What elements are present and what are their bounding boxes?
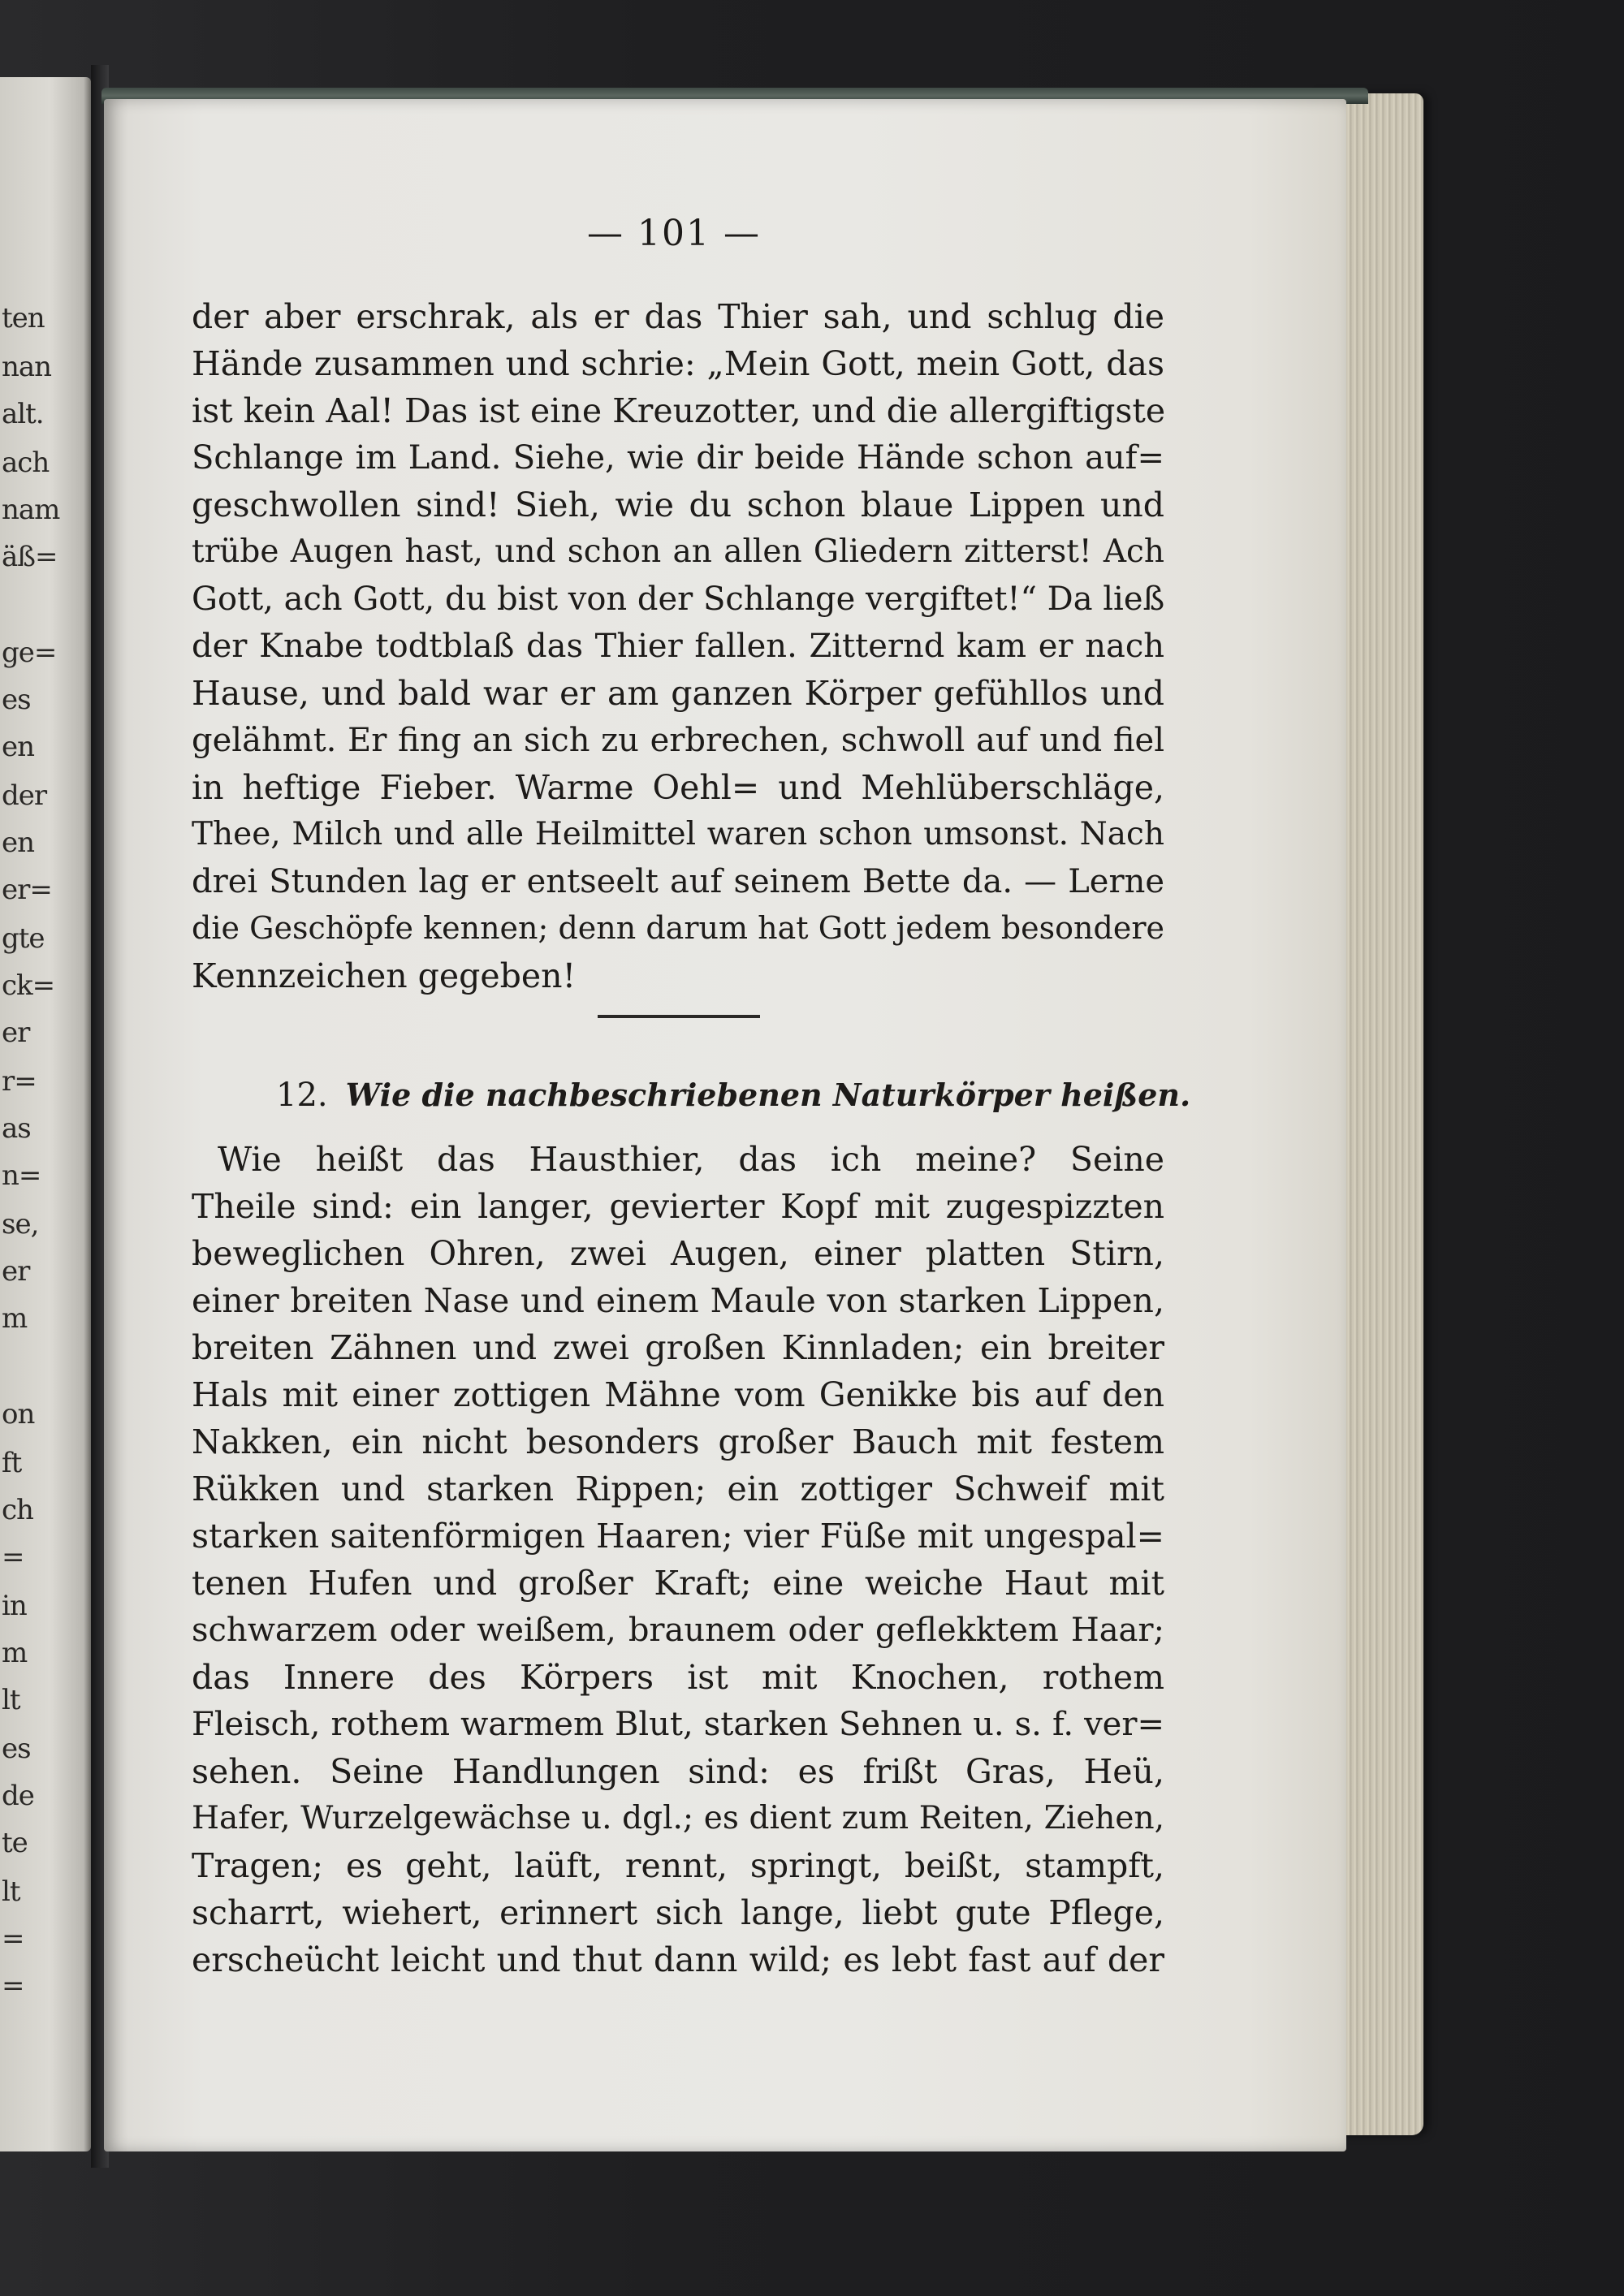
text-line: Kennzeichen gegeben! xyxy=(192,956,577,995)
text-line: erscheücht leicht und thut dann wild; es lebt fast auf der xyxy=(192,1940,1164,1979)
text-line: Schlange im Land. Siehe, wie dir beide Hände schon auf= xyxy=(192,439,1164,477)
text-line: der Knabe todtblaß das Thier fallen. Zitternd kam er nach xyxy=(192,628,1164,665)
text-line: Hafer, Wurzelgewächse u. dgl.; es dient zum Reiten, Ziehen, xyxy=(192,1800,1164,1836)
left-fragment: ch xyxy=(2,1494,33,1526)
left-fragment: ach xyxy=(2,447,50,479)
left-fragment: ck= xyxy=(2,969,55,1002)
left-fragment: nan xyxy=(2,351,52,383)
text-line: die Geschöpfe kennen; denn darum hat Gott jedem besondere xyxy=(192,910,1164,946)
left-fragment: ft xyxy=(2,1447,22,1479)
text-line: Wie heißt das Hausthier, das ich meine? Seine xyxy=(218,1140,1164,1179)
text-line: Fleisch, rothem warmem Blut, starken Sehnen u. s. f. ver= xyxy=(192,1706,1164,1743)
left-fragment: te xyxy=(2,1827,28,1859)
text-line: Tragen; es geht, laüft, rennt, springt, beißt, stampft, xyxy=(192,1846,1164,1885)
left-fragment: ge= xyxy=(2,637,57,669)
text-line: scharrt, wiehert, erinnert sich lange, liebt gute Pflege, xyxy=(192,1893,1164,1932)
section-heading xyxy=(276,1077,1190,1114)
text-line: drei Stunden lag er entseelt auf seinem Bette da. — Lerne xyxy=(192,863,1164,900)
left-fragment: der xyxy=(2,779,47,812)
section-separator-rule xyxy=(598,1015,760,1018)
left-fragment: er xyxy=(2,1255,30,1288)
text-line: Thee, Milch und alle Heilmittel waren schon umsonst. Nach xyxy=(192,816,1164,852)
text-line: trübe Augen hast, und schon an allen Gliedern zitterst! Ach xyxy=(192,533,1164,570)
text-line: Rükken und starken Rippen; ein zottiger Schweif mit xyxy=(192,1470,1164,1508)
left-fragment: on xyxy=(2,1398,35,1431)
left-fragment: = xyxy=(2,1541,24,1573)
text-line: tenen Hufen und großer Kraft; eine weiche Haut mit xyxy=(192,1564,1164,1603)
left-fragment: r= xyxy=(2,1065,37,1098)
left-fragment: es xyxy=(2,1733,31,1765)
text-line: einer breiten Nase und einem Maule von starken Lippen, xyxy=(192,1281,1164,1320)
left-fragment: = xyxy=(2,1970,24,2002)
text-line: Gott, ach Gott, du bist von der Schlange vergiftet!“ Da ließ xyxy=(192,580,1165,618)
text-line: Nakken, ein nicht besonders großer Bauch mit festem xyxy=(192,1422,1164,1461)
left-fragment: en xyxy=(2,731,35,763)
text-line: das Innere des Körpers ist mit Knochen, rothem xyxy=(192,1658,1164,1697)
text-line: ist kein Aal! Das ist eine Kreuzotter, und die allergiftigste xyxy=(192,391,1166,430)
left-fragment: lt xyxy=(2,1684,20,1716)
text-line: breiten Zähnen und zwei großen Kinnladen; ein breiter xyxy=(192,1328,1164,1367)
text-line: Theile sind: ein langer, gevierter Kopf mit zugespizzten xyxy=(192,1187,1164,1226)
section-number: 12. xyxy=(276,1077,328,1114)
left-fragment: in xyxy=(2,1590,27,1622)
text-line: beweglichen Ohren, zwei Augen, einer platten Stirn, xyxy=(192,1234,1164,1273)
text-line: der aber erschrak, als er das Thier sah, und schlug die xyxy=(192,297,1164,336)
text-line: geschwollen sind! Sieh, wie du schon blaue Lippen und xyxy=(192,486,1164,524)
left-fragment: se, xyxy=(2,1208,39,1241)
left-fragment: nam xyxy=(2,494,60,526)
page-number: — 101 — xyxy=(587,213,761,254)
left-fragment: ten xyxy=(2,302,45,334)
left-fragment: äß= xyxy=(2,541,58,573)
text-line: Hals mit einer zottigen Mähne vom Genikke bis auf den xyxy=(192,1375,1164,1414)
left-fragment: as xyxy=(2,1112,31,1145)
text-line: Hände zusammen und schrie: „Mein Gott, mein Gott, das xyxy=(192,344,1164,383)
text-line: starken saitenförmigen Haaren; vier Füße mit ungespal= xyxy=(192,1517,1164,1556)
left-fragment: m xyxy=(2,1637,28,1669)
left-fragment: er xyxy=(2,1016,30,1049)
left-fragment: alt. xyxy=(2,398,44,430)
section-title: Wie die nachbeschriebenen Naturkörper heißen. xyxy=(345,1077,1191,1113)
text-line: Hause, und bald war er am ganzen Körper gefühllos und xyxy=(192,674,1164,713)
left-fragment: lt xyxy=(2,1875,20,1908)
text-line: gelähmt. Er fing an sich zu erbrechen, schwoll auf und fiel xyxy=(192,722,1164,759)
previous-page-text-fragments xyxy=(0,0,91,2296)
left-fragment: m xyxy=(2,1302,28,1335)
left-fragment: er= xyxy=(2,874,52,906)
left-fragment: es xyxy=(2,684,31,716)
left-fragment: de xyxy=(2,1780,34,1812)
text-line: sehen. Seine Handlungen sind: es frißt Gras, Heü, xyxy=(192,1752,1164,1791)
text-line: schwarzem oder weißem, braunem oder geflekktem Haar; xyxy=(192,1612,1164,1649)
text-line: in heftige Fieber. Warme Oehl= und Mehlüberschläge, xyxy=(192,768,1164,807)
left-fragment: n= xyxy=(2,1159,41,1192)
left-fragment: = xyxy=(2,1923,24,1955)
left-fragment: en xyxy=(2,826,35,859)
left-fragment: gte xyxy=(2,922,45,955)
